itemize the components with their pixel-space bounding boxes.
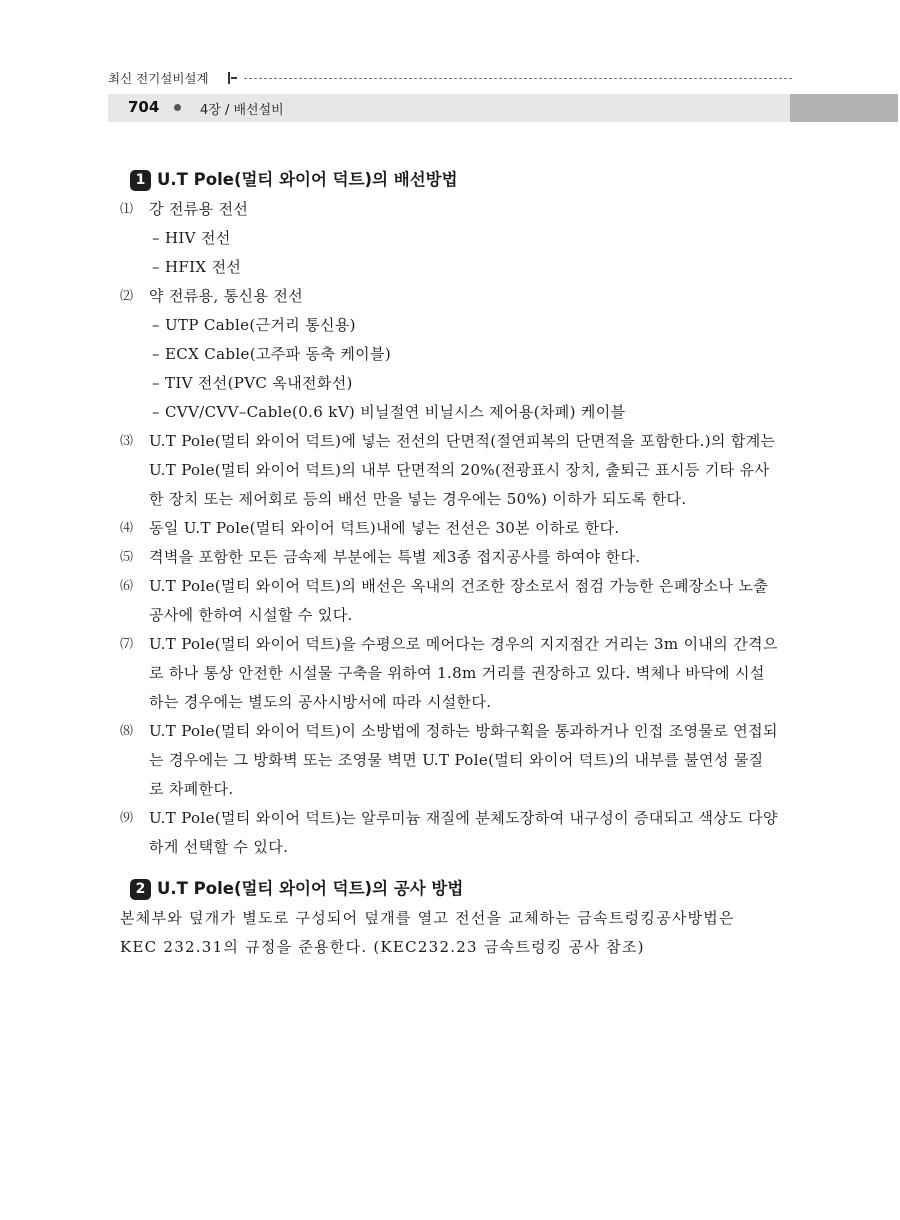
item-text: 강 전류용 전선 (149, 200, 249, 218)
item-text: U.T Pole(멀티 와이어 덕트)의 배선은 옥내의 건조한 장소로서 점검 가능한 은폐장소나 노출 공사에 한하여 시설할 수 있다. (149, 577, 769, 624)
list-item-2 (120, 282, 778, 311)
item-number: ⑷ (120, 521, 134, 536)
sub-item: – UTP Cable(근거리 통신용) (152, 316, 356, 334)
header-mark (228, 72, 240, 84)
list-item-8 (120, 717, 778, 804)
header-tab (790, 94, 898, 122)
item-number: ⑼ (120, 811, 134, 826)
list-item-6 (120, 572, 778, 630)
item-text: 격벽을 포함한 모든 금속제 부분에는 특별 제3종 접지공사를 하여야 한다. (149, 548, 641, 566)
page-number: 704 (128, 98, 160, 116)
item-text: U.T Pole(멀티 와이어 덕트)이 소방법에 정하는 방화구획을 통과하거나 인접 조영물로 연접되는 경우에는 그 방화벽 또는 조영물 벽면 U.T Pole(멀티 와이어 덕트)의 내부를 불연성 물질로 차폐한다. (149, 722, 778, 798)
item-text: 약 전류용, 통신용 전선 (149, 287, 304, 305)
item-number: ⑹ (120, 579, 134, 594)
item-number: ⑴ (120, 202, 134, 217)
section-2-number-badge: 2 (130, 879, 151, 900)
section-2-heading (130, 874, 778, 904)
item-text: U.T Pole(멀티 와이어 덕트)는 알루미늄 재질에 분체도장하여 내구성이 증대되고 색상도 다양하게 선택할 수 있다. (149, 809, 778, 856)
list-item-4 (120, 514, 778, 543)
section-2-title: U.T Pole(멀티 와이어 덕트)의 공사 방법 (157, 879, 464, 898)
sub-item: – ECX Cable(고주파 동축 케이블) (152, 345, 392, 363)
list-item-9 (120, 804, 778, 862)
list-item-3 (120, 427, 778, 514)
item-number: ⑻ (120, 724, 134, 739)
section-1-title: U.T Pole(멀티 와이어 덕트)의 배선방법 (157, 170, 458, 189)
section-1-number-badge: 1 (130, 170, 151, 191)
page-header-bar (108, 94, 790, 122)
sub-item: – HFIX 전선 (152, 258, 242, 276)
header-dashed-rule (244, 78, 792, 79)
item-number: ⑸ (120, 550, 134, 565)
sub-item: – TIV 전선(PVC 옥내전화선) (152, 374, 353, 392)
item-number: ⑵ (120, 289, 134, 304)
item-number: ⑶ (120, 434, 134, 449)
section-1-heading (130, 165, 778, 195)
sub-item: – CVV/CVV–Cable(0.6 kV) 비닐절연 비닐시스 제어용(차폐) 케이블 (152, 403, 626, 421)
list-item-1 (120, 195, 778, 224)
page-body (120, 165, 778, 962)
item-text: 동일 U.T Pole(멀티 와이어 덕트)내에 넣는 전선은 30본 이하로 한다. (149, 519, 620, 537)
item-number: ⑺ (120, 637, 134, 652)
sub-item: – HIV 전선 (152, 229, 231, 247)
bullet-dot-icon (174, 104, 181, 111)
list-item-7 (120, 630, 778, 717)
item-text: U.T Pole(멀티 와이어 덕트)을 수평으로 메어다는 경우의 지지점간 거리는 3m 이내의 간격으로 하나 통상 안전한 시설물 구축을 위하여 1.8m 거리를 권장하고 있다. 벽체나 바닥에 시설하는 경우에는 별도의 공사시방서에 따라 시설한다. (149, 635, 778, 711)
book-title: 최신 전기설비설계 (108, 71, 209, 86)
item-text: U.T Pole(멀티 와이어 덕트)에 넣는 전선의 단면적(절연피복의 단면적을 포함한다.)의 합계는 U.T Pole(멀티 와이어 덕트)의 내부 단면적의 20%(전광표시 장치, 출퇴근 표시등 기타 유사한 장치 또는 제어회로 등의 배선 만을 넣는 경우에는 50%) 이하가 되도록 한다. (149, 432, 776, 508)
section-2-paragraph: 본체부와 덮개가 별도로 구성되어 덮개를 열고 전선을 교체하는 금속트렁킹공사방법은 KEC 232.31의 규정을 준용한다. (KEC232.23 금속트렁킹 공사 참조) (120, 909, 735, 956)
list-item-5 (120, 543, 778, 572)
chapter-label: 4장 / 배선설비 (200, 103, 284, 118)
